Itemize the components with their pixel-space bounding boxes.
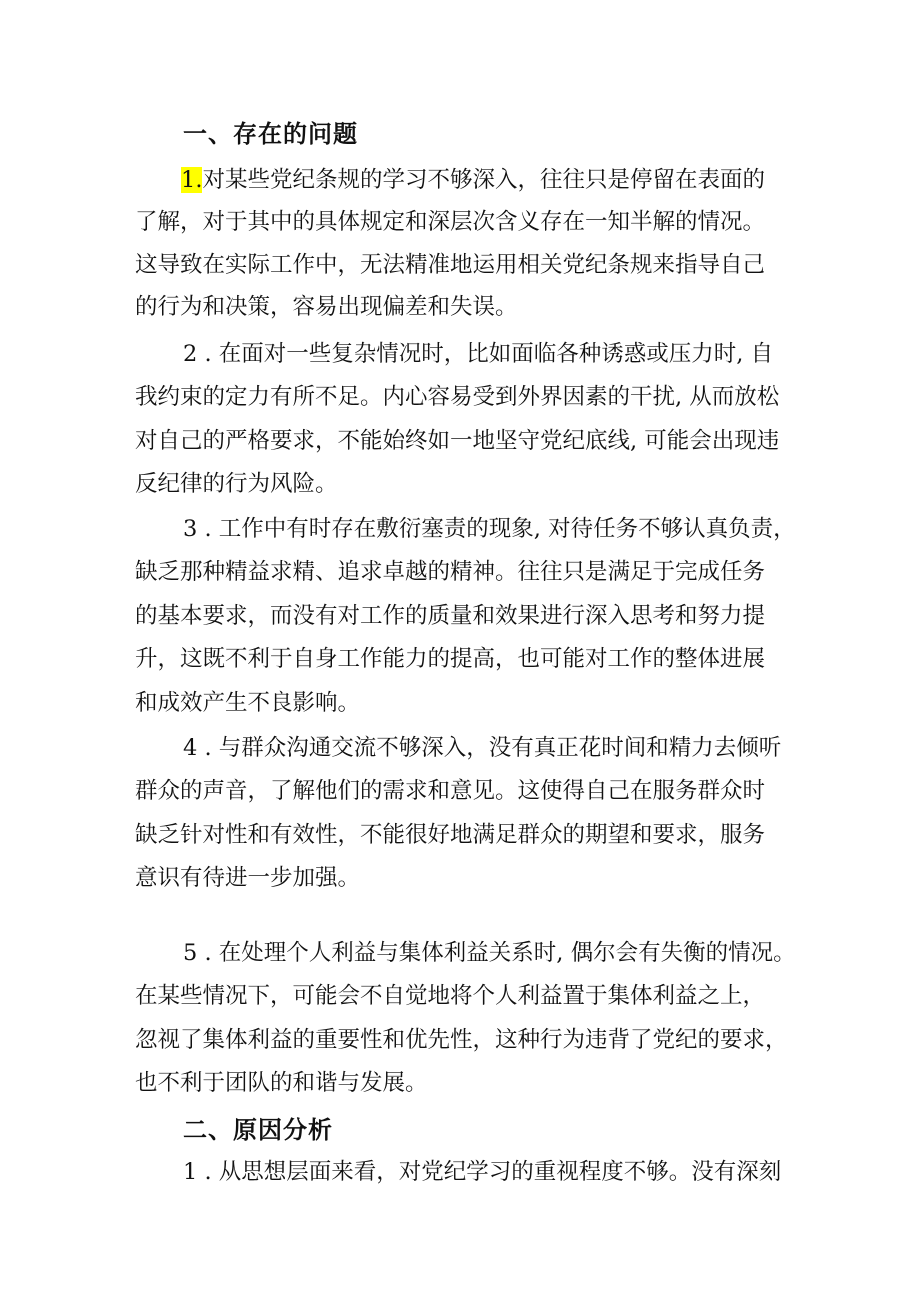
paragraph-1-line-2: 了解，对于其中的具体规定和深层次含义存在一知半解的情况。 xyxy=(135,209,766,235)
paragraph-1-line-3: 这导致在实际工作中，无法精准地运用相关党纪条规来指导自己 xyxy=(135,252,766,278)
paragraph-5-line-4: 也不利于团队的和谐与发展。 xyxy=(135,1070,428,1096)
paragraph-1-line-1 xyxy=(181,165,765,195)
section-heading-cause-analysis: 二、原因分析 xyxy=(183,1116,333,1144)
paragraph-5-line-3: 忽视了集体利益的重要性和优先性，这种行为违背了党纪的要求， xyxy=(135,1027,788,1053)
paragraph-4-line-2: 群众的声音，了解他们的需求和意见。这使得自己在服务群众时 xyxy=(135,778,766,804)
paragraph-1-line-4: 的行为和决策，容易出现偏差和失误。 xyxy=(135,294,518,320)
paragraph-5-line-1: 5 . 在处理个人利益与集体利益关系时, 偶尔会有失衡的情况。 xyxy=(183,940,796,966)
paragraph-2-line-3: 对自己的严格要求，不能始终如一地坚守党纪底线, 可能会出现违 xyxy=(135,428,780,454)
section-heading-problems: 一、存在的问题 xyxy=(183,120,358,148)
paragraph-5-line-2: 在某些情况下，可能会不自觉地将个人利益置于集体利益之上， xyxy=(135,983,766,1009)
section-2-paragraph-1-line-1: 1 . 从思想层面来看，对党纪学习的重视程度不够。没有深刻 xyxy=(183,1159,782,1185)
paragraph-1-line-1-text: 对某些党纪条规的学习不够深入，往往只是停留在表面的 xyxy=(202,167,765,193)
paragraph-3-line-4: 升，这既不利于自身工作能力的提高，也可能对工作的整体进展 xyxy=(135,646,766,672)
paragraph-3-line-2: 缺乏那种精益求精、追求卓越的精神。往往只是满足于完成任务 xyxy=(135,559,766,585)
paragraph-4-line-1: 4 . 与群众沟通交流不够深入，没有真正花时间和精力去倾听 xyxy=(183,735,782,761)
paragraph-2-line-4: 反纪律的行为风险。 xyxy=(135,471,338,497)
highlighted-item-number: 1. xyxy=(181,167,203,193)
paragraph-2-line-2: 我约束的定力有所不足。内心容易受到外界因素的干扰, 从而放松 xyxy=(135,384,780,410)
paragraph-3-line-3: 的基本要求，而没有对工作的质量和效果进行深入思考和努力提 xyxy=(135,603,766,629)
paragraph-2-line-1: 2 . 在面对一些复杂情况时，比如面临各种诱惑或压力时, 自 xyxy=(183,341,774,367)
paragraph-3-line-1: 3 . 工作中有时存在敷衍塞责的现象, 对待任务不够认真负责， xyxy=(183,516,796,542)
paragraph-4-line-4: 意识有待进一步加强。 xyxy=(135,865,361,891)
paragraph-4-line-3: 缺乏针对性和有效性，不能很好地满足群众的期望和要求，服务 xyxy=(135,822,766,848)
paragraph-3-line-5: 和成效产生不良影响。 xyxy=(135,690,361,716)
